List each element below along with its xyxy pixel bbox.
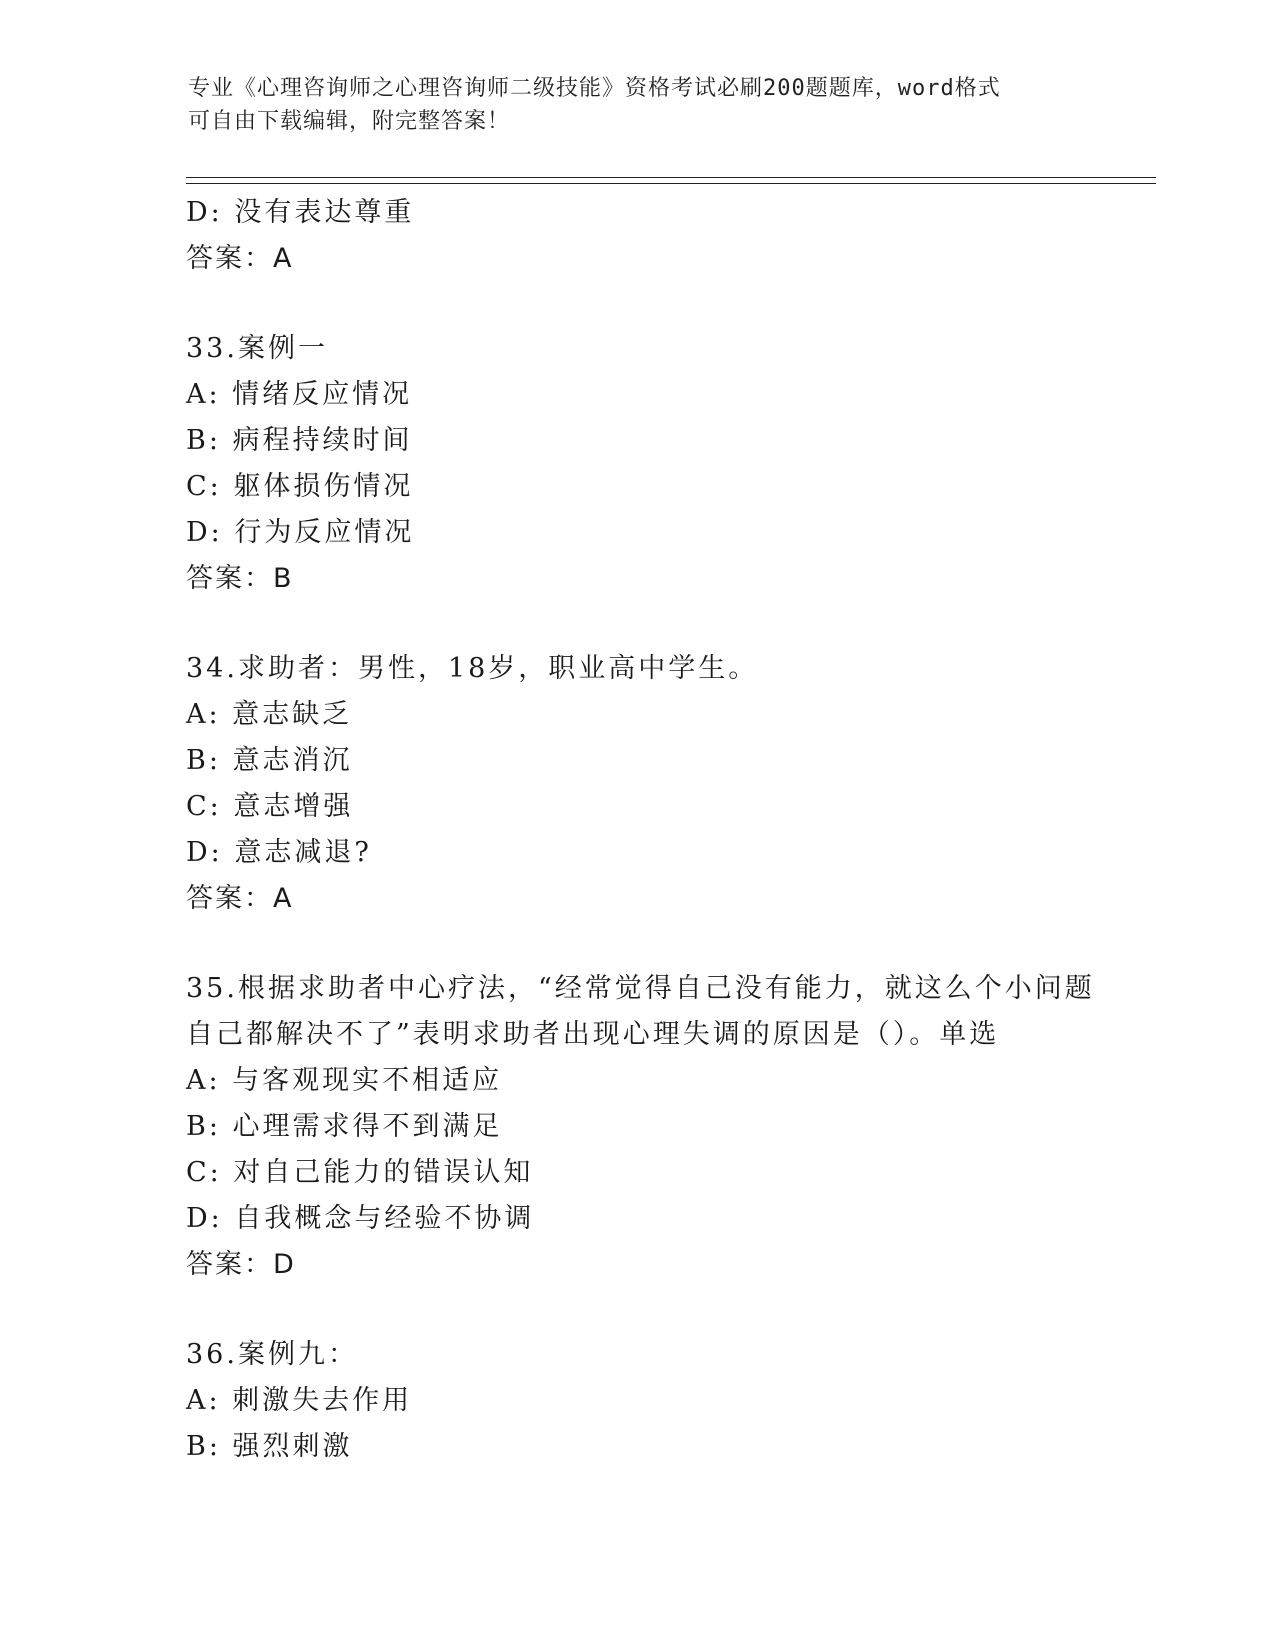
spacer xyxy=(186,1288,1086,1332)
question-35 xyxy=(186,966,1095,1288)
option-d: D: 自我概念与经验不协调 xyxy=(186,1203,535,1234)
question-stem-line-1: 35.根据求助者中心疗法，“经常觉得自己没有能力，就这么个小问题 xyxy=(186,973,1095,1004)
header-divider-top xyxy=(186,177,1156,178)
option-d: D: 行为反应情况 xyxy=(186,517,415,548)
question-33 xyxy=(186,326,1086,602)
option-c: C: 意志增强 xyxy=(186,791,354,822)
question-32-tail xyxy=(186,190,1086,282)
question-stem: 36.案例九： xyxy=(186,1339,358,1370)
spacer xyxy=(186,922,1086,966)
document-body xyxy=(186,190,1095,1470)
header-line-1: 专业《心理咨询师之心理咨询师二级技能》资格考试必刷200题题库，word格式 xyxy=(188,76,1001,101)
question-stem: 34.求助者：男性，18岁，职业高中学生。 xyxy=(186,653,759,684)
option-b: B: 病程持续时间 xyxy=(186,425,413,456)
document-header xyxy=(188,72,1088,138)
answer-line: 答案：D xyxy=(186,1249,296,1280)
spacer xyxy=(186,602,1086,646)
option-c: C: 对自己能力的错误认知 xyxy=(186,1157,534,1188)
header-line-2: 可自由下载编辑，附完整答案！ xyxy=(188,109,511,134)
option-a: A: 意志缺乏 xyxy=(186,699,353,730)
question-stem-line-2: 自己都解决不了”表明求助者出现心理失调的原因是（）。单选 xyxy=(186,1019,1000,1050)
question-34 xyxy=(186,646,1086,922)
option-c: C: 躯体损伤情况 xyxy=(186,471,414,502)
option-b: B: 心理需求得不到满足 xyxy=(186,1111,503,1142)
option-d: D: 意志减退? xyxy=(186,837,372,868)
question-36 xyxy=(186,1332,1086,1470)
option-b: B: 强烈刺激 xyxy=(186,1431,353,1462)
answer-line: 答案：A xyxy=(186,243,294,274)
option-a: A: 刺激失去作用 xyxy=(186,1385,413,1416)
question-stem: 33.案例一 xyxy=(186,333,328,364)
answer-line: 答案：A xyxy=(186,883,294,914)
option-a: A: 情绪反应情况 xyxy=(186,379,413,410)
option-d: D: 没有表达尊重 xyxy=(186,197,415,228)
option-a: A: 与客观现实不相适应 xyxy=(186,1065,503,1096)
spacer xyxy=(186,282,1086,326)
answer-line: 答案：B xyxy=(186,563,294,594)
option-b: B: 意志消沉 xyxy=(186,745,353,776)
header-divider-bottom xyxy=(186,183,1156,184)
